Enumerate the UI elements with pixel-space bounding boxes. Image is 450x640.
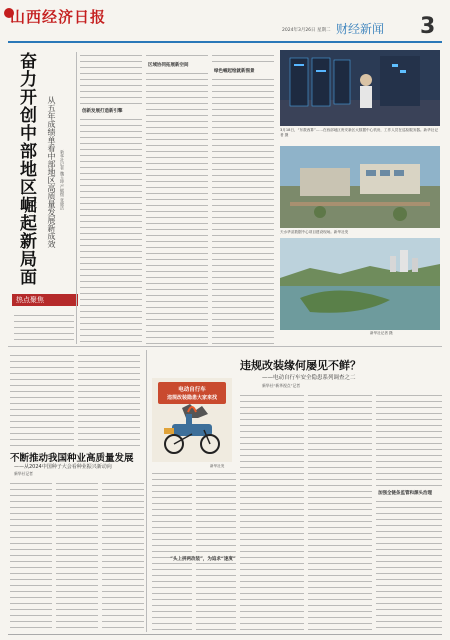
page-number: 3 — [420, 14, 436, 39]
main-story-section-head-3: 绿色崛起绘就新图景 — [214, 69, 255, 74]
data-center-image — [280, 50, 440, 126]
main-story-column-3a — [212, 52, 274, 66]
left-story-subhead: ——从2024中国种子大会看种业振兴新动向 — [14, 464, 112, 470]
left-story-column-2 — [56, 480, 98, 632]
left-story-column-1 — [10, 480, 52, 632]
photo-lake-city — [280, 238, 440, 330]
story-divider-vertical — [146, 350, 147, 632]
ebike-cartoon — [152, 378, 232, 462]
issue-date: 2024年3月26日 星期二 — [282, 28, 331, 33]
left-story-byline: 新华社记者 — [14, 471, 33, 476]
photo-caption-mid: 天水华录数据中心项目建设现场。新华社发 — [280, 230, 349, 234]
main-story-column-1b — [80, 116, 142, 344]
svg-text:违规改装隐患大家来找: 违规改装隐患大家来找 — [166, 395, 218, 401]
main-subhead: 从五年成绩单看中部地区高质量发展新成效 — [47, 96, 56, 248]
hot-topic-tag: 热点聚焦 — [12, 294, 78, 306]
right-story-column-1a — [152, 470, 192, 632]
main-headline: 奋力开创中部地区崛起新局面 — [16, 52, 36, 286]
main-story-section-head-1: 创新发展打造新引擎 — [82, 109, 123, 114]
right-story-headline: 违规改装缘何屡见不鲜？ — [240, 359, 361, 372]
section-title: 财经新闻 — [336, 22, 385, 36]
photo-construction-site — [280, 146, 440, 228]
main-story-column-2a — [146, 52, 208, 60]
lake-city-image — [280, 238, 440, 330]
photo-data-center — [280, 50, 440, 126]
right-story-section-head-2: 加强全链条监管和源头治理 — [378, 491, 432, 496]
main-story-section-head-2: 区域协同拓展新空间 — [148, 63, 189, 68]
main-story-intro-text — [14, 312, 74, 340]
construction-site-image — [280, 146, 440, 228]
right-story-column-5a — [376, 392, 442, 488]
right-story-byline: 新华社“新华视点”记者 — [262, 383, 301, 388]
header-divider — [8, 41, 442, 43]
right-story-section-head-1: “头上拼两改装”，为追求“速度” — [170, 557, 236, 562]
left-story-text-top-2 — [78, 352, 140, 448]
right-story-column-3 — [240, 392, 304, 632]
illustration-ebike — [152, 378, 232, 462]
column-divider — [76, 52, 77, 344]
photo-caption-bottom: 新华社记者 摄 — [370, 331, 393, 335]
main-story-column-1 — [80, 52, 142, 106]
main-story-column-2 — [146, 70, 208, 344]
masthead — [0, 0, 450, 44]
left-story-text-top — [10, 352, 74, 448]
newspaper-logo: 山西经济日报 — [10, 8, 107, 26]
left-story-headline: 不断推动我国种业高质量发展 — [10, 453, 134, 464]
illustration-credit: 新华社发 — [210, 464, 225, 468]
photo-caption-top: 3月18日，“东数西算”……在西部地区贵安新区大数据中心机房，工作人员在巡检服务器。新华社记者 摄 — [280, 128, 438, 137]
main-byline: 新华社记者 魏玉坤 严赋憬 张晓洁 — [60, 150, 65, 210]
footer-rule — [8, 634, 442, 635]
left-story-column-3 — [102, 480, 144, 632]
section-divider — [8, 346, 442, 347]
right-story-column-2a — [196, 470, 236, 632]
right-story-column-5 — [376, 498, 442, 632]
svg-text:电动自行车: 电动自行车 — [178, 387, 206, 393]
main-story-column-3 — [212, 76, 274, 344]
right-story-subhead: ——电动自行车安全隐患系列调查之二 — [262, 375, 356, 381]
right-story-column-4 — [308, 392, 372, 632]
